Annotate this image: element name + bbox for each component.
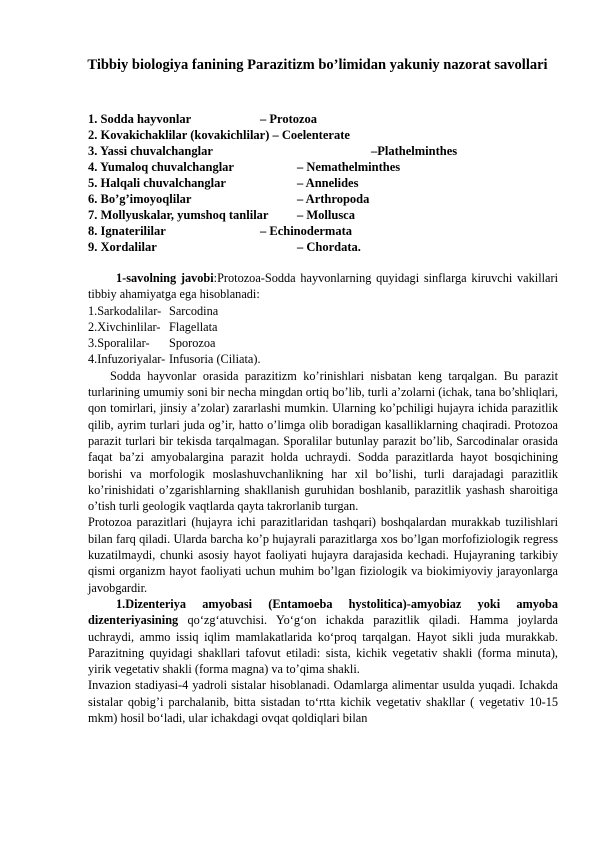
list-item [88, 191, 558, 207]
taxon-latin: – Chordata. [297, 240, 361, 254]
page-title: Tibbiy biologiya fanining Parazitizm bo’limidan yakuniy nazorat savollari [87, 57, 548, 73]
paragraph-text: qo‘zg‘atuvchisi. Yo‘g‘on ichakda parazitlik qiladi. Hamma joylarda uchraydi, ammo issiq iqlim mamlakatlarida ko‘proq tarqalgan. Hayot sikli juda murakkab. Parazitning quyidagi shakllari tafovut etiladi: sista, kichik vegetativ shakli (forma minuta), yirik vegetativ shakli (forma magna) va to’qima shakli. [88, 613, 558, 677]
answer-text: :Protozoa-Sodda hayvonlarning quyidagi sinflarga kiruvchi vakillari tibbiy ahamiyatga ega hisoblanadi: [88, 271, 558, 302]
list-item [88, 303, 558, 319]
list-item [88, 175, 558, 191]
list-item [88, 335, 558, 351]
paragraph [88, 596, 558, 677]
list-item [88, 207, 558, 223]
answer-label: 1-savolning javobi [116, 271, 214, 285]
class-latin: Infusoria (Ciliata). [169, 352, 261, 367]
taxon-latin: – Nemathelminthes [297, 160, 401, 174]
class-latin: Sporozoa [169, 336, 216, 351]
document-body [88, 270, 558, 726]
taxon-name: 2. Kovakichaklilar (kovakichlilar) – Coelenterate [88, 128, 350, 142]
class-latin: Sarcodina [169, 303, 219, 318]
taxon-name: 9. Xordalilar [88, 240, 157, 254]
list-item [88, 127, 558, 143]
taxon-latin: – Annelides [297, 176, 359, 190]
list-item [88, 239, 558, 255]
list-item [88, 143, 558, 159]
taxon-latin: – Mollusca [297, 208, 355, 222]
paragraph: Sodda hayvonlar orasida parazitizm ko’rinishlari nisbatan keng tarqalgan. Bu parazit turlarining umumiy soni bir necha mingdan ortiq bo’lib, turli a’zolarni (ichak, tana bo’shliqlari, qon tomirlari, jinsiy a’zolar) zararlashi mumkin. Ularning ko’pchiligi hujayra ichida parazitlik qilib, ayrim turlari juda og’ir, hatto o’limga olib boradigan kasalliklarning chaqiradi. Protozoa parazit turlari bir tekisda tarqalmagan. Sporalilar butunlay parazit bo’lib, Sarcodinalar orasida faqat ba’zi amyobalargina parazit holda uchraydi. Sodda parazitlarda hayot bosqichining borishi va morfologik moslashuvchanlikning har xil bo’lishi, turli darajadagi parazitlik ko’rinishidati o’zgarishlarning shakllanish guruhidan boshlanib, parazitlik yashash sharoitiga o’tish turli geologik vaqtlarda qayta takrorlanib turgan. [88, 368, 558, 514]
class-name: 4.Infuzoriyalar- [88, 352, 166, 367]
taxon-name: 6. Bo’g’imoyoqlilar [88, 192, 192, 206]
answer-intro [88, 270, 558, 303]
taxon-latin: –Plathelminthes [371, 144, 458, 158]
list-item [88, 223, 558, 239]
taxon-latin: – Protozoa [260, 112, 318, 126]
list-item [88, 351, 558, 367]
taxon-name: 5. Halqali chuvalchanglar [88, 176, 226, 190]
taxa-list [88, 111, 558, 255]
taxon-name: 1. Sodda hayvonlar [88, 112, 192, 126]
taxon-name: 3. Yassi chuvalchanglar [88, 144, 213, 158]
list-item [88, 319, 558, 335]
list-item [88, 159, 558, 175]
taxon-name: 7. Mollyuskalar, yumshoq tanlilar [88, 208, 269, 222]
paragraph: Protozoa parazitlari (hujayra ichi parazitlaridan tashqari) boshqalardan murakkab tuzilishlari bilan farq qiladi. Ularda barcha ko’p hujayrali parazitlarga xos bo’lgan morfofiziologik regress kuzatilmaydi, chunki asosiy hayot faoliyati hujayra darajasida kechadi. Hujayraning tarkibiy qismi organizm hayot faoliyati uchun muhim bo’lgan fiziologik va biokimiyoviy jarayonlarga javobgardir. [88, 515, 558, 595]
paragraph: Invazion stadiyasi-4 yadroli sistalar hisoblanadi. Odamlarga alimentar usulda yuqadi. Ichakda sistalar qobig’i parchalanib, bitta sistadan to‘rtta kichik vegetativ shakllar ( vegetativ 10-15 mkm) hosil bo‘ladi, ular ichakdagi ovqat qoldiqlari bilan [88, 678, 558, 726]
class-name: 1.Sarkodalilar- [88, 303, 162, 318]
taxon-name: 8. Ignaterililar [88, 224, 166, 238]
paragraph-bold: 1.Dizenteriya amyobasi (Entamoeba hystolitica)-amyobiaz yoki amyoba dizenteriyasining [88, 596, 558, 628]
list-item [88, 111, 558, 127]
class-name: 3.Sporalilar- [88, 336, 150, 351]
taxon-latin: – Arthropoda [297, 192, 370, 206]
class-latin: Flagellata [169, 319, 218, 334]
taxon-latin: – Echinodermata [260, 224, 353, 238]
taxon-name: 4. Yumaloq chuvalchanglar [88, 160, 234, 174]
class-name: 2.Xivchinlilar- [88, 319, 161, 334]
